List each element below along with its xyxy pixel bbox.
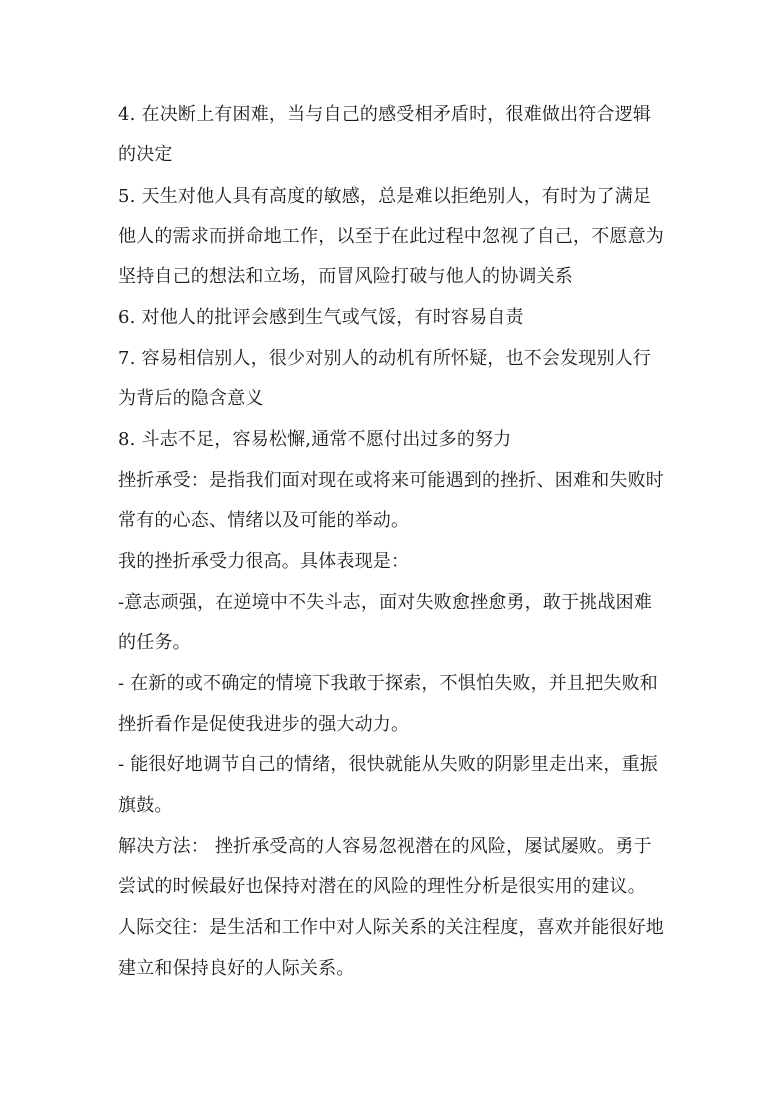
text-line: 的决定 <box>118 144 173 165</box>
text-line: 挫折看作是促使我进步的强大动力。 <box>118 714 410 735</box>
text-line: 4. 在决断上有困难，当与自己的感受相矛盾时，很难做出符合逻辑 <box>118 104 652 125</box>
text-line: 7. 容易相信别人，很少对别人的动机有所怀疑，也不会发现别人行 <box>118 348 652 369</box>
text-line: 为背后的隐含意义 <box>118 388 264 409</box>
text-line: 常有的心态、情绪以及可能的举动。 <box>118 510 410 531</box>
text-line: 8. 斗志不足，容易松懈,通常不愿付出过多的努力 <box>118 429 512 450</box>
text-line: 解决方法： 挫折承受高的人容易忽视潜在的风险，屡试屡败。勇于 <box>118 836 652 857</box>
text-line: 坚持自己的想法和立场，而冒风险打破与他人的协调关系 <box>118 266 573 287</box>
text-line: 的任务。 <box>118 632 191 653</box>
text-line: - 能很好地调节自己的情绪，很快就能从失败的阴影里走出来，重振 <box>118 754 659 775</box>
text-line: - 在新的或不确定的情境下我敢于探索，不惧怕失败，并且把失败和 <box>118 673 659 694</box>
text-line: 5. 天生对他人具有高度的敏感，总是难以拒绝别人，有时为了满足 <box>118 186 652 207</box>
text-line: 尝试的时候最好也保持对潜在的风险的理性分析是很实用的建议。 <box>118 876 646 897</box>
text-line: 挫折承受：是指我们面对现在或将来可能遇到的挫折、困难和失败时 <box>118 470 664 491</box>
text-line: -意志顽强，在逆境中不失斗志，面对失败愈挫愈勇，敢于挑战困难 <box>118 592 653 613</box>
text-line: 人际交往：是生活和工作中对人际关系的关注程度，喜欢并能很好地 <box>118 917 664 938</box>
text-line: 6. 对他人的批评会感到生气或气馁，有时容易自责 <box>118 307 524 328</box>
text-line: 建立和保持良好的人际关系。 <box>118 958 355 979</box>
text-line: 旗鼓。 <box>118 795 173 816</box>
text-line: 他人的需求而拼命地工作，以至于在此过程中忽视了自己，不愿意为 <box>118 226 664 247</box>
text-line: 我的挫折承受力很高。具体表现是： <box>118 551 410 572</box>
